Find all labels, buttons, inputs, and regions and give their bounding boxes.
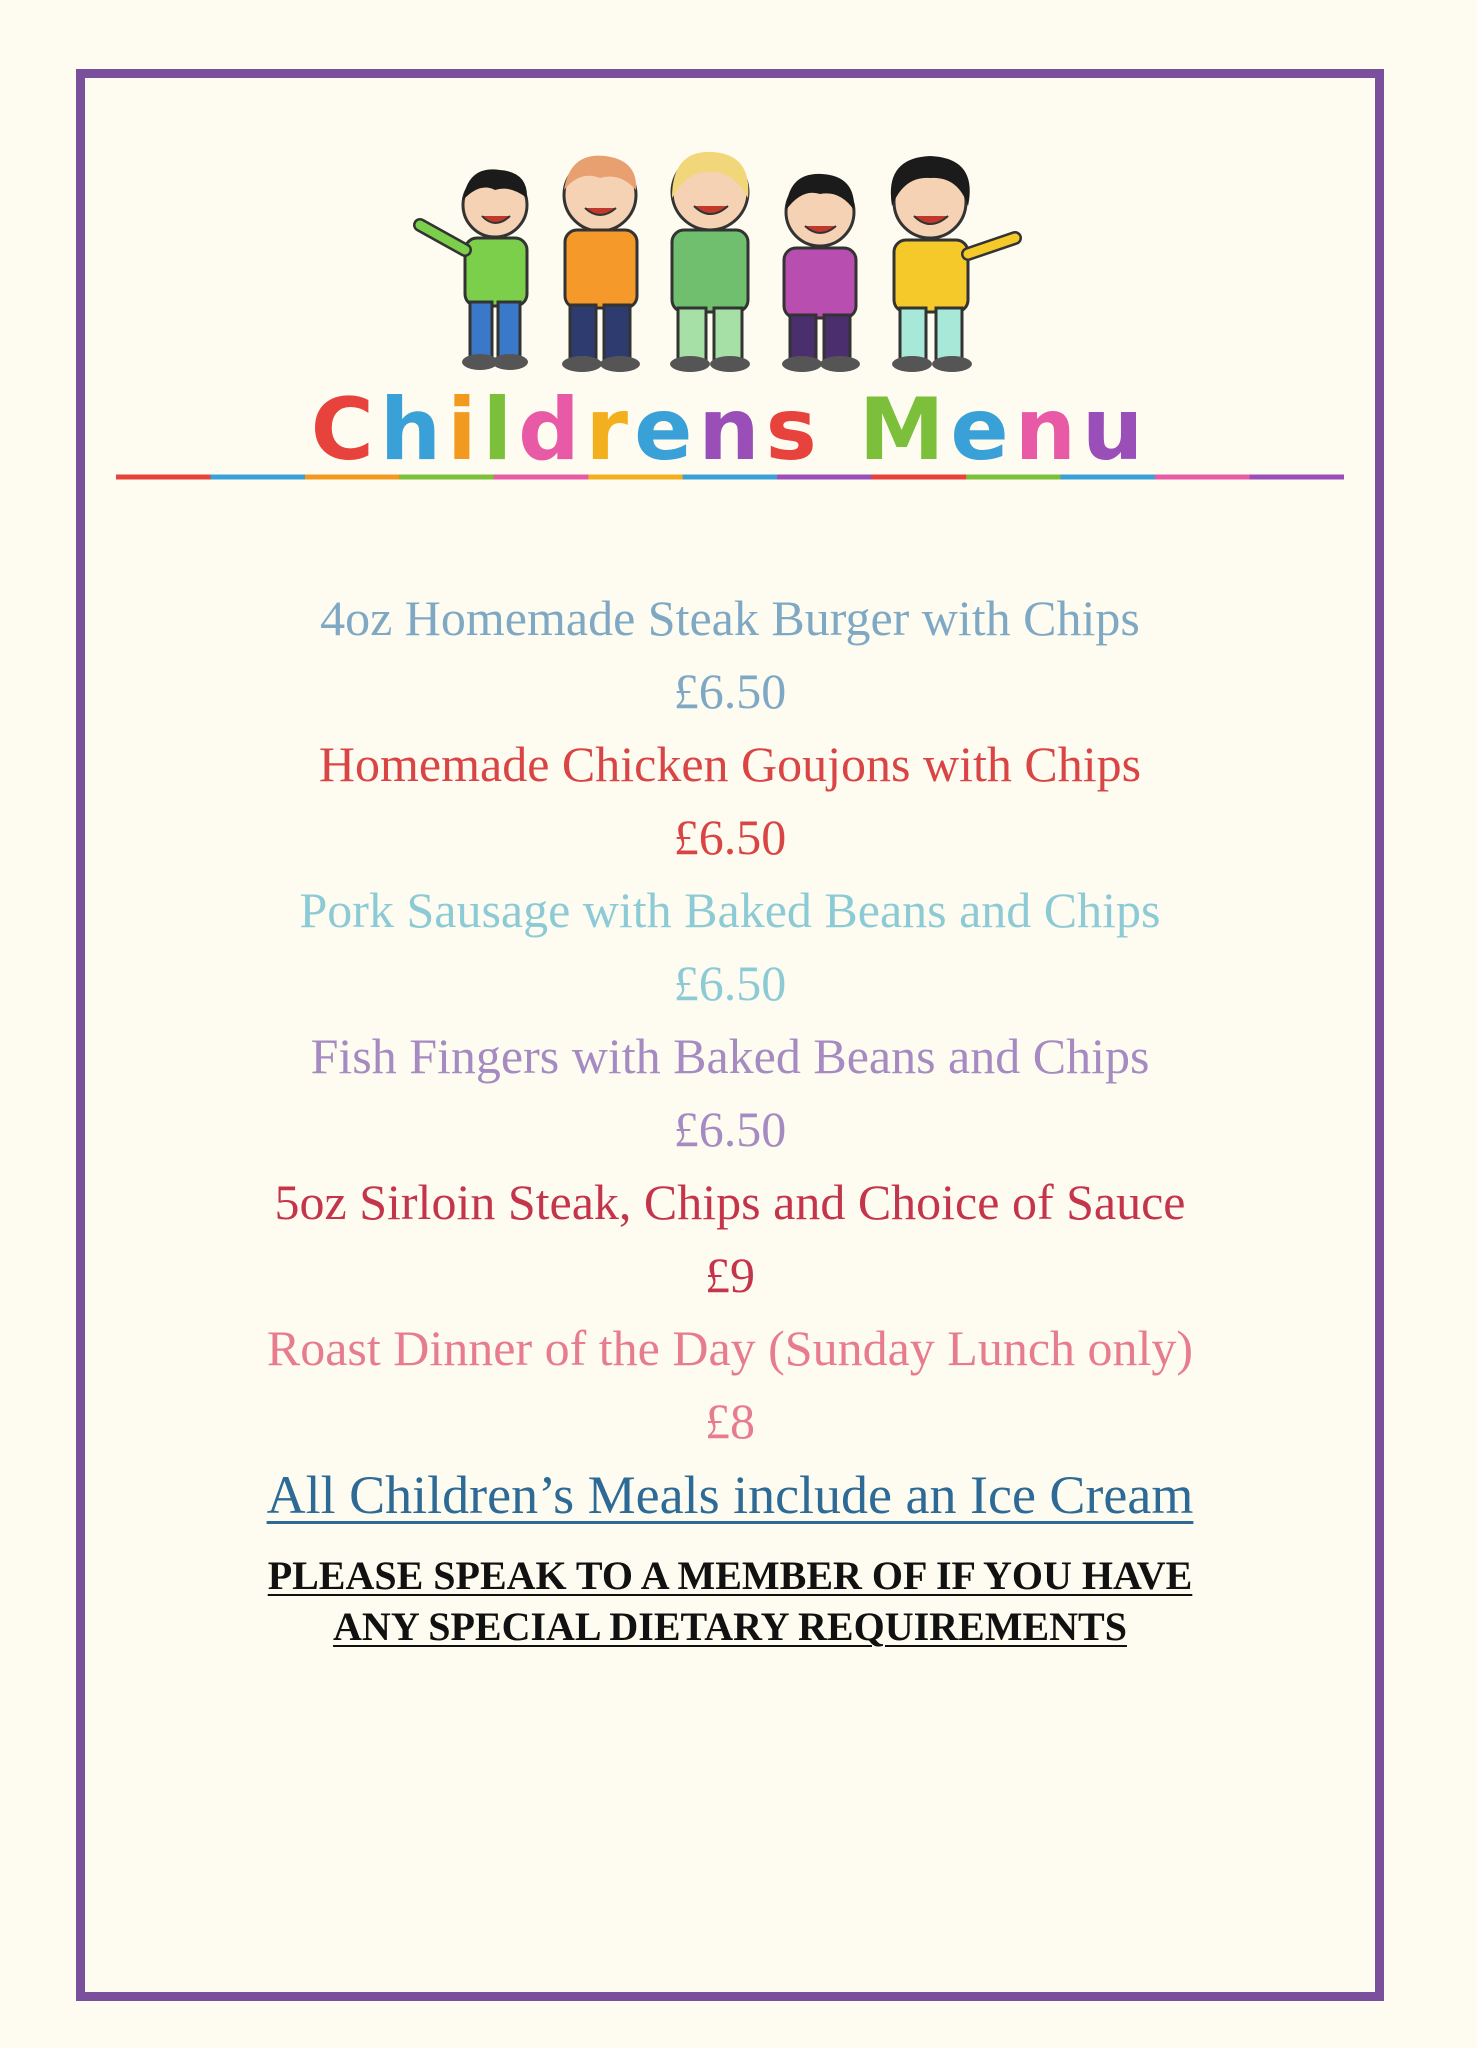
child-1-figure: [420, 169, 528, 370]
children-illustration-svg: [410, 150, 1030, 380]
menu-item: [80, 1020, 1380, 1166]
menu-item-name: 5oz Sirloin Steak, Chips and Choice of Sauce: [274, 1174, 1186, 1230]
menu-item: [80, 582, 1380, 728]
children-group-illustration: [410, 150, 1030, 380]
dietary-notice-line-1: PLEASE SPEAK TO A MEMBER OF IF YOU HAVE: [267, 1553, 1193, 1598]
menu-item-price: £6.50: [673, 809, 787, 865]
child-5-figure: [891, 156, 1015, 372]
dietary-notice-line-2: ANY SPECIAL DIETARY REQUIREMENTS: [333, 1604, 1127, 1649]
menu-item: [80, 1166, 1380, 1312]
menu-item-name: Pork Sausage with Baked Beans and Chips: [299, 882, 1161, 938]
menu-title-text: Childrens Menu: [310, 385, 1150, 480]
menu-item-name: Homemade Chicken Goujons with Chips: [318, 736, 1142, 792]
menu-item-name: Fish Fingers with Baked Beans and Chips: [310, 1028, 1150, 1084]
menu-item: [80, 1312, 1380, 1458]
child-2-figure: [562, 156, 640, 372]
child-4-figure: [782, 174, 860, 372]
menu-item-price: £6.50: [673, 1101, 787, 1157]
dietary-notice: [80, 1550, 1380, 1652]
ice-cream-note: All Children’s Meals include an Ice Cream: [266, 1465, 1194, 1525]
menu-item: [80, 728, 1380, 874]
menu-item: [80, 874, 1380, 1020]
menu-item-price: £6.50: [673, 955, 787, 1011]
menu-item-name: 4oz Homemade Steak Burger with Chips: [320, 590, 1140, 646]
menu-title-svg: [112, 385, 1348, 485]
menu-list: [80, 582, 1380, 1532]
menu-item-price: £9: [705, 1247, 755, 1303]
menu-item-price: £8: [705, 1393, 755, 1449]
menu-title: [112, 385, 1348, 485]
menu-item-name: Roast Dinner of the Day (Sunday Lunch only): [266, 1320, 1194, 1376]
child-3-figure: [670, 152, 750, 372]
menu-item-price: £6.50: [673, 663, 787, 719]
